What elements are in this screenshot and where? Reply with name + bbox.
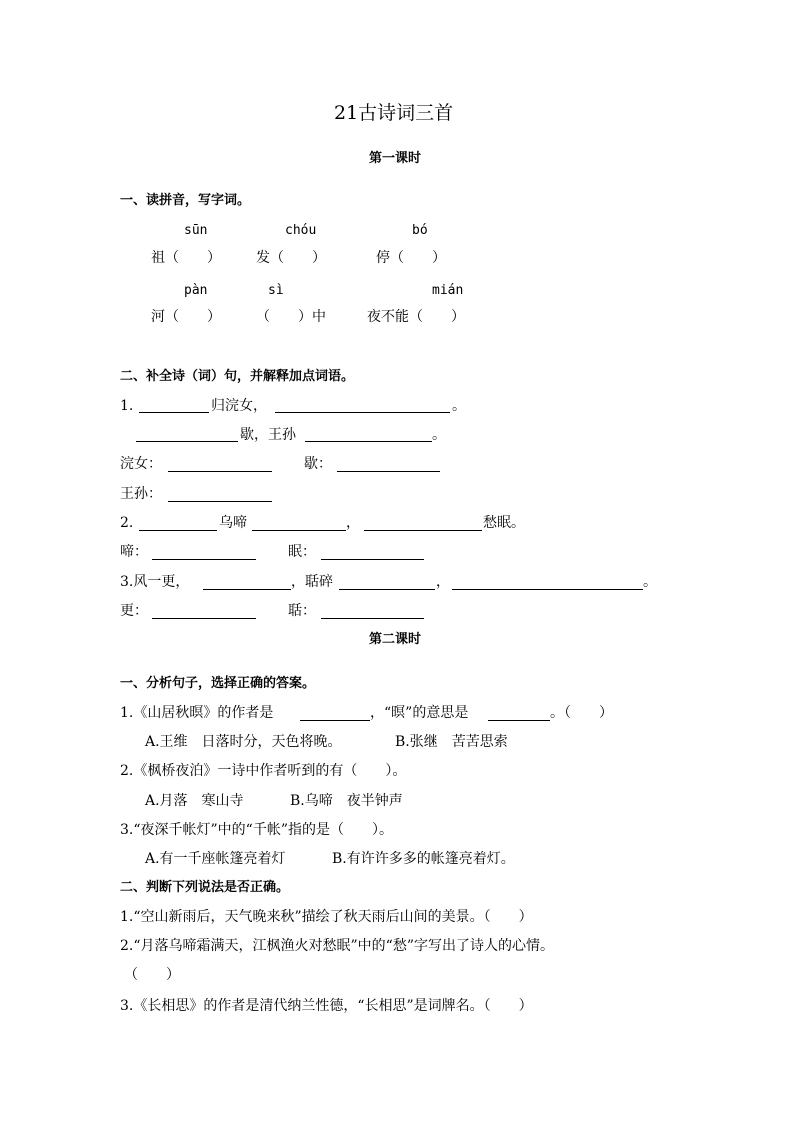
answer-blank[interactable] (300, 720, 370, 721)
l2-q2: 2.《枫桥夜泊》一诗中作者听到的有（ ）。 (120, 763, 407, 779)
answer-blank[interactable] (139, 412, 209, 413)
answer-blank[interactable] (305, 441, 432, 442)
answer-blank[interactable] (136, 441, 238, 442)
q1-number: 1. (120, 398, 134, 414)
judge-statement-2: 2.“月落乌啼霜满天，江枫渔火对愁眠”中的“愁”字写出了诗人的心情。 (120, 938, 554, 954)
judge-statement-2-paren[interactable]: （ ） (124, 967, 180, 983)
explain-xie: 歇： (304, 456, 332, 472)
l2-q3-option-b[interactable]: B.有许许多多的帐篷亮着灯。 (332, 851, 515, 867)
q2-number: 2. (120, 515, 134, 531)
answer-blank[interactable] (168, 501, 272, 502)
l2-q1-option-a[interactable]: A.王维 日落时分，天色将晚。 (145, 734, 342, 750)
lesson2-part2-heading: 二、判断下列说法是否正确。 (120, 880, 290, 895)
l2-q2-option-b[interactable]: B.乌啼 夜半钟声 (290, 793, 403, 809)
q3-text-c: ， (436, 574, 450, 590)
answer-blank[interactable] (203, 589, 291, 590)
q2-text-a: 乌啼 (219, 515, 247, 531)
pinyin-sun: sūn (184, 223, 208, 238)
q1-text-b: 歇，王孙 (240, 427, 296, 443)
pinyin-chou: chóu (285, 223, 317, 238)
l2-q3-option-a[interactable]: A.有一千座帐篷亮着灯 (145, 851, 286, 867)
answer-blank[interactable] (168, 471, 272, 472)
answer-blank[interactable] (337, 471, 440, 472)
word-zu: 祖（ ） (151, 250, 221, 266)
answer-blank[interactable] (452, 589, 643, 590)
l2-q1-a: 1.《山居秋暝》的作者是 (120, 705, 274, 721)
q2-text-c: 愁眠。 (483, 515, 525, 531)
answer-blank[interactable] (339, 589, 435, 590)
pinyin-si: sì (268, 283, 284, 298)
q1-text-a: 归浣女， (211, 398, 267, 414)
answer-blank[interactable] (152, 618, 256, 619)
explain-mian: 眠： (288, 544, 316, 560)
l2-q2-option-a[interactable]: A.月落 寒山寺 (145, 793, 244, 809)
explain-huannv: 浣女： (120, 456, 162, 472)
q3-end: 。 (643, 574, 657, 590)
explain-geng: 更： (120, 603, 148, 619)
judge-statement-3: 3.《长相思》的作者是清代纳兰性德，“长相思”是词牌名。（ ） (120, 998, 533, 1014)
pinyin-pan: pàn (184, 283, 208, 298)
judge-statement-1: 1.“空山新雨后，天气晚来秋”描绘了秋天雨后山间的美景。（ ） (120, 909, 533, 925)
lesson1-heading: 第一课时 (369, 151, 422, 166)
word-yebuneng: 夜不能（ ） (367, 309, 465, 325)
explain-ti: 啼： (120, 544, 148, 560)
answer-blank[interactable] (364, 530, 482, 531)
q1-end: 。 (452, 398, 466, 414)
lesson2-part1-heading: 一、分析句子，选择正确的答案。 (120, 676, 316, 691)
answer-blank[interactable] (321, 559, 424, 560)
l2-q3: 3.“夜深千帐灯”中的“千帐”指的是（ ）。 (120, 822, 393, 838)
answer-blank[interactable] (275, 412, 450, 413)
lesson1-part1-heading: 一、读拼音，写字词。 (120, 193, 251, 208)
page-title: 21古诗词三首 (334, 102, 454, 124)
answer-blank[interactable] (488, 720, 550, 721)
pinyin-bo: bó (412, 223, 428, 238)
pinyin-mian: mián (432, 283, 464, 298)
answer-blank[interactable] (321, 618, 424, 619)
word-he: 河（ ） (151, 309, 221, 325)
q2-text-b: ， (346, 515, 360, 531)
lesson2-heading: 第二课时 (369, 632, 422, 647)
word-fa: 发（ ） (256, 250, 326, 266)
l2-q1-b: ，“暝”的意思是 (370, 705, 469, 721)
q1-b-end: 。 (432, 427, 446, 443)
q3-text-a: 3.风一更， (120, 574, 190, 590)
explain-guo: 聒： (288, 603, 316, 619)
answer-blank[interactable] (152, 559, 256, 560)
answer-blank[interactable] (139, 530, 217, 531)
explain-wangsun: 王孙： (120, 486, 162, 502)
q3-text-b: ，聒碎 (291, 574, 333, 590)
word-zhong: （ ）中 (256, 309, 326, 325)
l2-q1-c: 。（ ） (550, 705, 613, 721)
l2-q1-option-b[interactable]: B.张继 苦苦思索 (395, 734, 508, 750)
word-ting: 停（ ） (376, 250, 446, 266)
answer-blank[interactable] (252, 530, 346, 531)
lesson1-part2-heading: 二、补全诗（词）句，并解释加点词语。 (120, 369, 355, 384)
